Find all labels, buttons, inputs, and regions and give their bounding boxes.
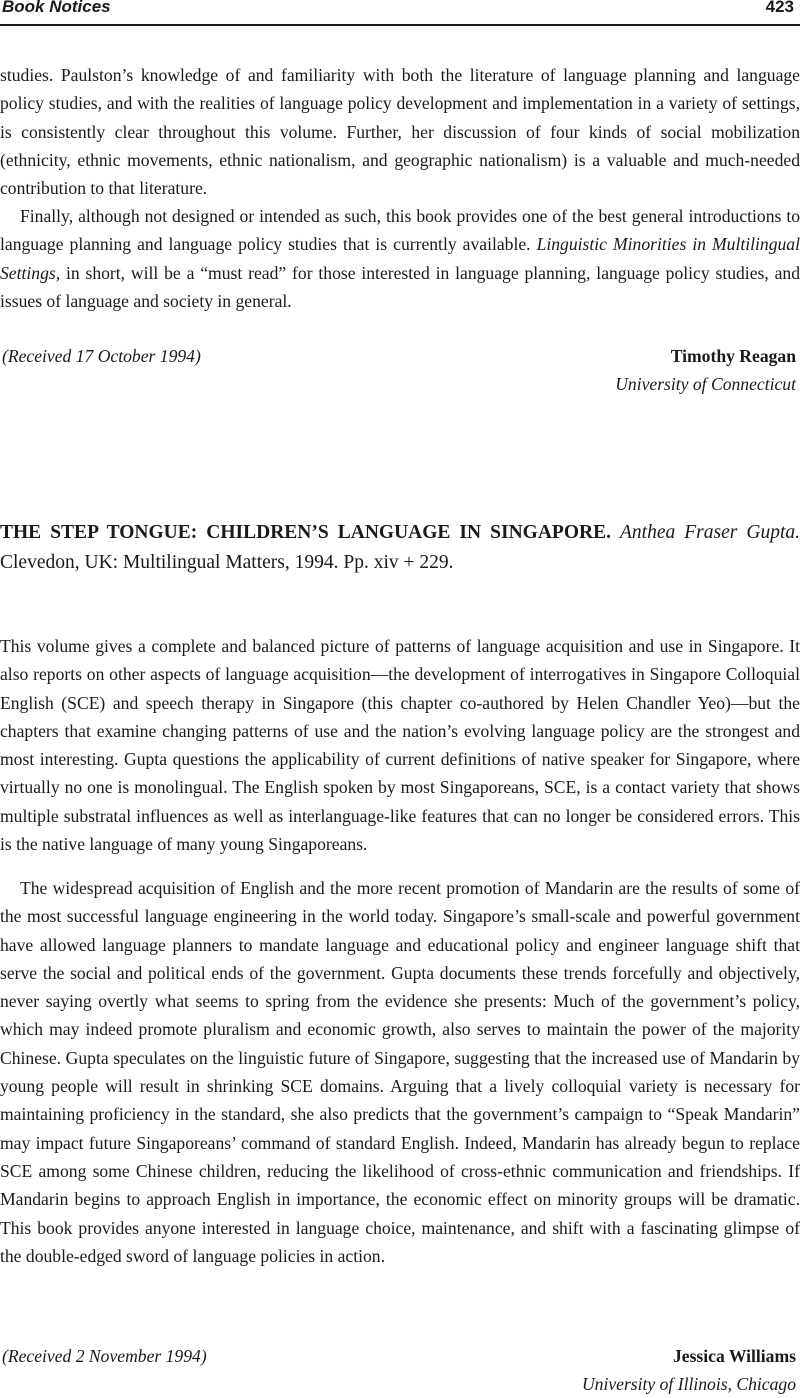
reviewer-affiliation: University of Connecticut [615, 374, 796, 394]
review2-paragraph-2: The widespread acquisition of English and the more recent promotion of Mandarin are the results of some of the most successful language engineering in the world today. Singapore’s small-scale and powerful government have allowed language planners to mandate language and educational policy and engineer language shift that serve the social and political ends of the government. Gupta documents these trends forcefully and objectively, never saying overtly what seems to spring from the evidence she presents: Much of the government’s policy, which may indeed promote pluralism and economic growth, also serves to maintain the power of the majority Chinese. Gupta speculates on the linguistic future of Singapore, suggesting that the increased use of Mandarin by young people will result in shrinking SCE domains. Arguing that a lively colloquial variety is necessary for maintaining proficiency in the standard, she also predicts that the government’s campaign to “Speak Mandarin” may impact future Singaporeans’ command of standard English. Indeed, Mandarin has already begun to replace SCE among some Chinese children, reducing the likelihood of cross-ethnic communication and friendships. If Mandarin begins to approach English in importance, the economic effect on minority groups will be dramatic. This book provides anyone interested in language choice, maintenance, and shift with a fascinating glimpse of the double-edged sword of language policies in action. [0, 878, 800, 1266]
review2-paragraph-1: This volume gives a complete and balanced picture of patterns of language acquisition and use in Singapore. It also reports on other aspects of language acquisition—the development of interrogatives in Singapore Colloquial English (SCE) and speech therapy in Singapore (this chapter co-authored by Helen Chandler Yeo)—but the chapters that examine changing patterns of use and the nation’s evolving language policy are the strongest and most interesting. Gupta questions the applicability of current definitions of native speaker for Singapore, where virtually no one is monolingual. The English spoken by most Singaporeans, SCE, is a contact variety that shows multiple substratal influences as well as interlanguage-like features that can no longer be considered errors. This is the native language of many young Singaporeans. [0, 636, 800, 855]
book-author: Anthea Fraser Gupta. [619, 522, 800, 543]
running-header [0, 0, 800, 22]
reviewer-name: Timothy Reagan [670, 346, 796, 366]
page-number: 423 [765, 0, 794, 16]
review1-paragraph-1: studies. Paulston’s knowledge of and familiarity with both the literature of language planning and language policy studies, and with the realities of language policy development and implementation in a variety of settings, is consistently clear throughout this volume. Further, her discussion of four kinds of social mobilization (ethnicity, ethnic movements, ethnic nationalism, and geographic nationalism) is a valuable and much-needed contribution to that literature. [0, 65, 800, 199]
reviewer-name: Jessica Williams [672, 1346, 796, 1366]
reviewer-affiliation: University of Illinois, Chicago [581, 1374, 796, 1394]
book-title: THE STEP TONGUE: CHILDREN’S LANGUAGE IN SINGAPORE. [0, 522, 611, 543]
book-title-italic: Linguistic Minorities in Multilingual Settings, [0, 234, 800, 283]
review1-paragraph-2-text-a: Finally, although not designed or intended as such, this book provides one of the best general introductions to language planning and language policy studies that is currently available. [0, 206, 800, 255]
book-publication: Clevedon, UK: Multilingual Matters, 1994. Pp. xiv + 229. [0, 552, 454, 573]
review1-paragraph-2 [0, 202, 800, 315]
review2-book-heading [0, 518, 800, 578]
review1-paragraph-2-text-b: in short, will be a “must read” for those interested in language planning, language policy studies, and issues of language and society in general. [0, 262, 800, 311]
header-rule [0, 24, 800, 26]
section-title: Book Notices [2, 0, 111, 16]
received-date: (Received 2 November 1994) [2, 1346, 207, 1366]
received-date: (Received 17 October 1994) [2, 346, 201, 366]
